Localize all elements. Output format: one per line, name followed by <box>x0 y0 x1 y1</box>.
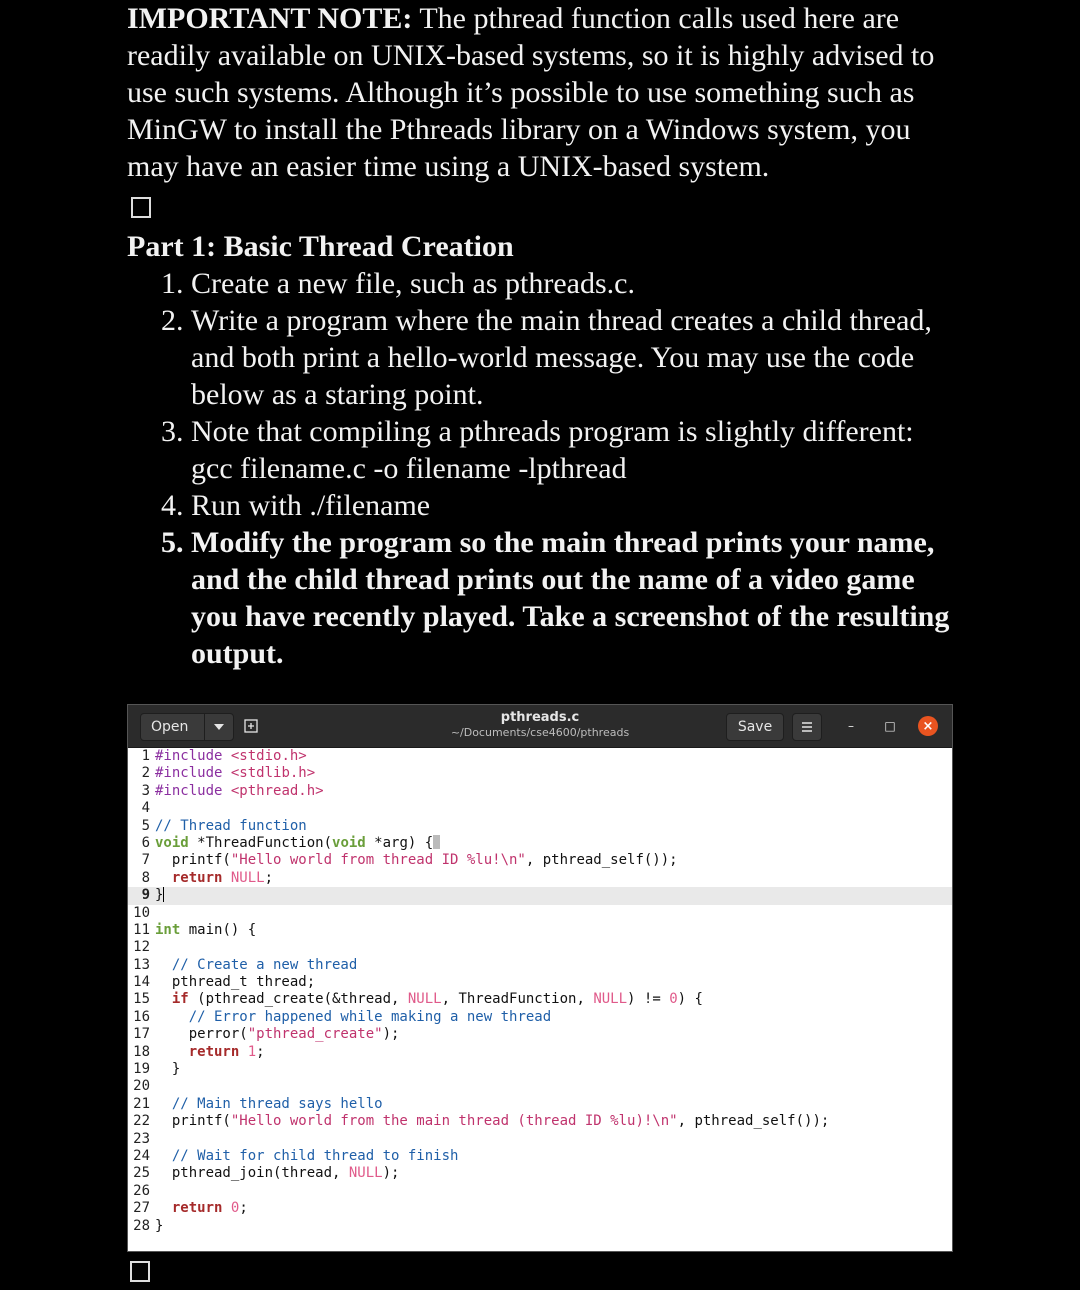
code-line[interactable] <box>128 974 952 991</box>
code-line[interactable] <box>128 1044 952 1061</box>
line-number: 19 <box>133 1061 150 1078</box>
chevron-down-icon[interactable] <box>204 714 233 740</box>
code-text <box>155 905 952 922</box>
code-text: } <box>155 887 164 904</box>
code-text <box>155 1078 952 1095</box>
code-text: // Wait for child thread to finish <box>171 1147 459 1164</box>
code-text <box>155 800 952 817</box>
maximize-icon[interactable]: □ <box>884 719 896 733</box>
code-line[interactable] <box>128 870 952 887</box>
code-text: // Error happened while making a new thread <box>188 1008 552 1025</box>
code-line[interactable] <box>128 1148 952 1165</box>
code-line[interactable] <box>128 1009 952 1026</box>
line-number: 10 <box>133 904 150 921</box>
code-text: int main() { <box>155 921 257 938</box>
save-button[interactable]: Save <box>726 713 784 741</box>
bracket-match-marker <box>433 835 440 849</box>
line-number: 6 <box>141 834 150 851</box>
line-number: 9 <box>141 887 150 904</box>
line-number: 17 <box>133 1026 150 1043</box>
code-text: printf("Hello world from the main thread (thread ID %lu)!\n", pthread_self()); <box>155 1113 830 1130</box>
line-number: 20 <box>133 1078 150 1095</box>
line-number: 27 <box>133 1200 150 1217</box>
code-line[interactable] <box>128 783 952 800</box>
line-number: 25 <box>133 1165 150 1182</box>
step-5: 5. Modify the program so the main thread prints your name, and the child thread prints out the name of a video game you have recently played. Take a screenshot of the resulting output. <box>191 524 957 672</box>
close-icon[interactable]: × <box>918 716 938 736</box>
code-line[interactable] <box>128 1061 952 1078</box>
line-number: 21 <box>133 1095 150 1112</box>
code-text: } <box>155 1061 181 1078</box>
line-number: 14 <box>133 974 150 991</box>
code-line[interactable] <box>128 905 952 922</box>
step-1: 1. Create a new file, such as pthreads.c. <box>191 265 957 302</box>
file-name: pthreads.c <box>500 710 580 725</box>
line-number: 3 <box>141 782 150 799</box>
code-text: pthread_join(thread, NULL); <box>155 1165 400 1182</box>
code-line[interactable] <box>128 800 952 817</box>
code-text: } <box>155 1217 164 1234</box>
code-text: return NULL; <box>171 869 274 886</box>
open-button-label: Open <box>151 719 189 735</box>
code-editor[interactable] <box>128 748 952 1251</box>
steps-list <box>127 265 957 672</box>
checkbox[interactable] <box>131 197 151 218</box>
file-path: ~/Documents/cse4600/pthreads <box>450 726 630 739</box>
code-text <box>155 1131 952 1148</box>
code-line[interactable] <box>128 887 952 904</box>
code-line[interactable] <box>128 1078 952 1095</box>
code-text: void *ThreadFunction(void *arg) { <box>155 835 952 852</box>
code-text: #include <stdio.h> <box>155 748 307 764</box>
editor-window <box>127 704 953 1252</box>
step-2: 2. Write a program where the main thread creates a child thread, and both print a hello-world message. You may use the code below as a staring point. <box>191 302 957 413</box>
line-number: 1 <box>141 748 150 764</box>
line-number: 23 <box>133 1130 150 1147</box>
code-line[interactable] <box>128 1113 952 1130</box>
code-line[interactable] <box>128 991 952 1008</box>
line-number: 26 <box>133 1182 150 1199</box>
line-number: 11 <box>133 921 150 938</box>
line-number: 16 <box>133 1008 150 1025</box>
code-text: pthread_t thread; <box>155 974 316 991</box>
step-4: 4. Run with ./filename <box>191 487 957 524</box>
code-line[interactable] <box>128 1026 952 1043</box>
editor-titlebar <box>128 705 952 748</box>
hamburger-menu-icon[interactable] <box>792 713 822 741</box>
line-number: 18 <box>133 1043 150 1060</box>
code-text <box>155 1183 952 1200</box>
code-line[interactable] <box>128 1096 952 1113</box>
code-text <box>155 939 952 956</box>
code-text: return 0; <box>171 1200 248 1217</box>
code-line[interactable] <box>128 1200 952 1217</box>
open-button[interactable] <box>140 713 234 741</box>
code-line[interactable] <box>128 1218 952 1235</box>
line-number: 2 <box>141 765 150 782</box>
text-cursor <box>163 887 164 902</box>
line-number: 15 <box>133 991 150 1008</box>
code-line[interactable] <box>128 818 952 835</box>
code-line[interactable] <box>128 835 952 852</box>
minimize-icon[interactable]: – <box>848 719 854 733</box>
section-heading: Part 1: Basic Thread Creation <box>127 230 514 263</box>
code-line[interactable] <box>128 1183 952 1200</box>
code-text: #include <stdlib.h> <box>155 765 316 782</box>
code-text: // Thread function <box>155 817 307 834</box>
new-document-icon[interactable] <box>240 715 262 737</box>
code-line[interactable] <box>128 1165 952 1182</box>
line-number: 22 <box>133 1113 150 1130</box>
code-line[interactable] <box>128 939 952 956</box>
code-text: #include <pthread.h> <box>155 782 324 799</box>
step-3: 3. Note that compiling a pthreads program is slightly different: gcc filename.c -o filename -lpthread <box>191 413 957 487</box>
code-text: perror("pthread_create"); <box>155 1026 400 1043</box>
code-line[interactable] <box>128 922 952 939</box>
line-number: 5 <box>141 817 150 834</box>
code-text: printf("Hello world from thread ID %lu!\n", pthread_self()); <box>155 852 678 869</box>
code-text: return 1; <box>188 1043 265 1060</box>
code-line[interactable] <box>128 765 952 782</box>
line-number: 8 <box>141 869 150 886</box>
code-line[interactable] <box>128 852 952 869</box>
document-body <box>127 0 957 672</box>
code-line[interactable] <box>128 1131 952 1148</box>
line-number: 7 <box>141 852 150 869</box>
important-note-label: IMPORTANT NOTE: <box>127 2 413 35</box>
code-line[interactable] <box>128 748 952 765</box>
line-number: 4 <box>141 800 150 817</box>
code-text: // Create a new thread <box>171 956 358 973</box>
line-number: 28 <box>133 1217 150 1234</box>
line-number: 12 <box>133 939 150 956</box>
code-text: // Main thread says hello <box>171 1095 383 1112</box>
line-number: 24 <box>133 1147 150 1164</box>
checkbox[interactable] <box>130 1261 150 1282</box>
important-note-text: The pthread function calls used here are readily available on UNIX-based systems, so it is highly advised to use such systems. Although it’s possible to use something such as MinGW to install the Pthreads library on a Windows system, you may have an easier time using a UNIX-based system. <box>127 2 935 183</box>
line-number: 13 <box>133 956 150 973</box>
code-text: if (pthread_create(&thread, NULL, ThreadFunction, NULL) != 0) { <box>171 991 703 1008</box>
important-note <box>127 0 957 185</box>
code-line[interactable] <box>128 957 952 974</box>
